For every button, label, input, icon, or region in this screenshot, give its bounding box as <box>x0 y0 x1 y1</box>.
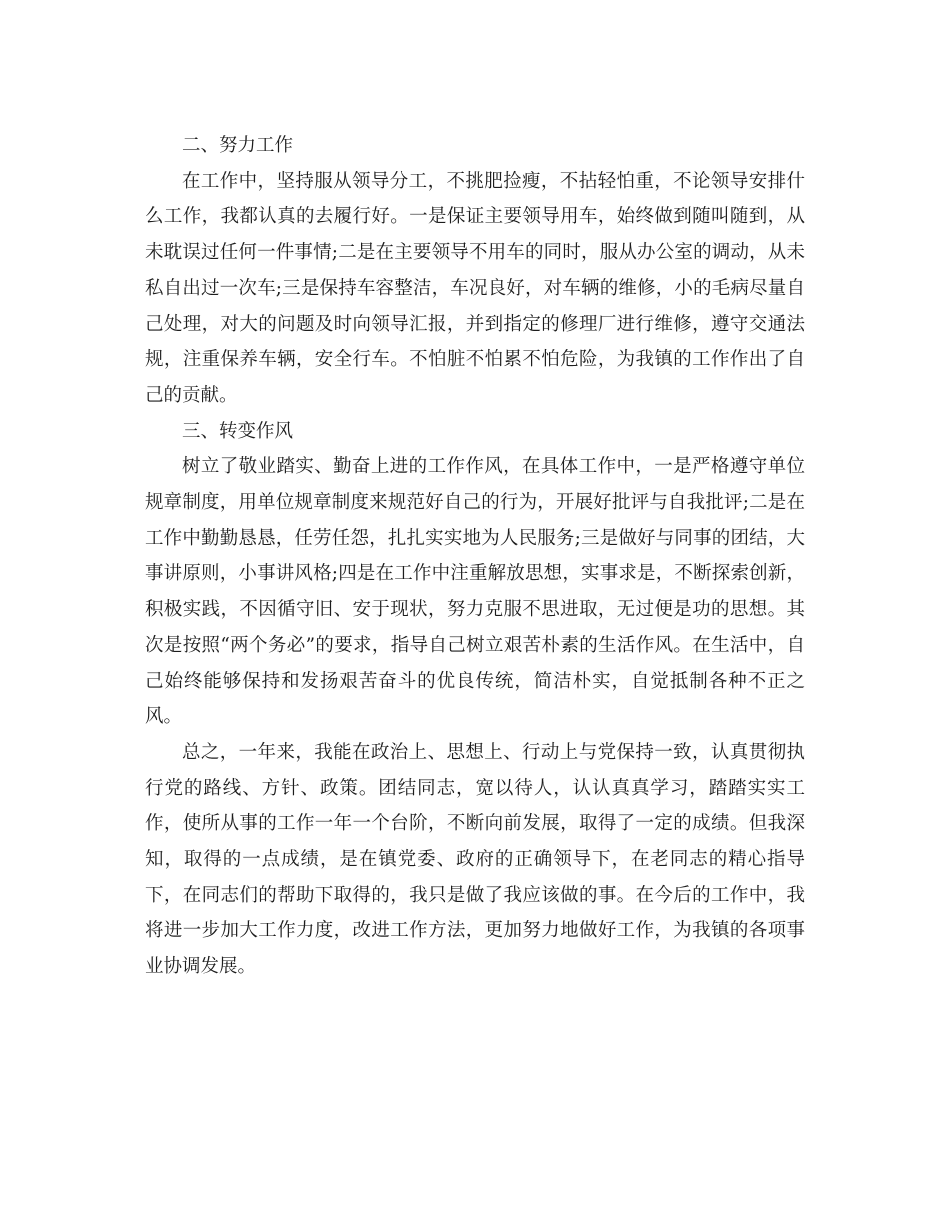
section-heading-work-hard: 二、努力工作 <box>182 135 294 156</box>
document-body <box>145 128 805 985</box>
section-heading-change-style: 三、转变作风 <box>182 420 294 442</box>
paragraph-work-hard: 在工作中，坚持服从领导分工，不挑肥捡瘦，不拈轻怕重，不论领导安排什么工作，我都认真的去履行好。一是保证主要领导用车，始终做到随叫随到，从未耽误过任何一件事情;二是在主要领导不用车的同时，服从办公室的调动，从未私自出过一次车;三是保持车容整洁，车况良好，对车辆的维修，小的毛病尽量自己处理，对大的问题及时向领导汇报，并到指定的修理厂进行维修，遵守交通法规，注重保养车辆，安全行车。不怕脏不怕累不怕危险，为我镇的工作作出了自己的贡献。 <box>145 170 805 406</box>
paragraph-summary: 总之，一年来，我能在政治上、思想上、行动上与党保持一致，认真贯彻执行党的路线、方针、政策。团结同志，宽以待人，认认真真学习，踏踏实实工作，使所从事的工作一年一个台阶，不断向前发展，取得了一定的成绩。但我深知，取得的一点成绩，是在镇党委、政府的正确领导下，在老同志的精心指导下，在同志们的帮助下取得的，我只是做了我应该做的事。在今后的工作中，我将进一步加大工作力度，改进工作方法，更加努力地做好工作，为我镇的各项事业协调发展。 <box>145 741 805 978</box>
paragraph-change-style: 树立了敬业踏实、勤奋上进的工作作风，在具体工作中，一是严格遵守单位规章制度，用单位规章制度来规范好自己的行为，开展好批评与自我批评;二是在工作中勤勤恳恳，任劳任怨，扎扎实实地为人民服务;三是做好与同事的团结，大事讲原则，小事讲风格;四是在工作中注重解放思想，实事求是，不断探索创新，积极实践，不因循守旧、安于现状，努力克服不思进取，无过便是功的思想。其次是按照“两个务必”的要求，指导自己树立艰苦朴素的生活作风。在生活中，自己始终能够保持和发扬艰苦奋斗的优良传统，简洁朴实，自觉抵制各种不正之风。 <box>145 456 805 728</box>
